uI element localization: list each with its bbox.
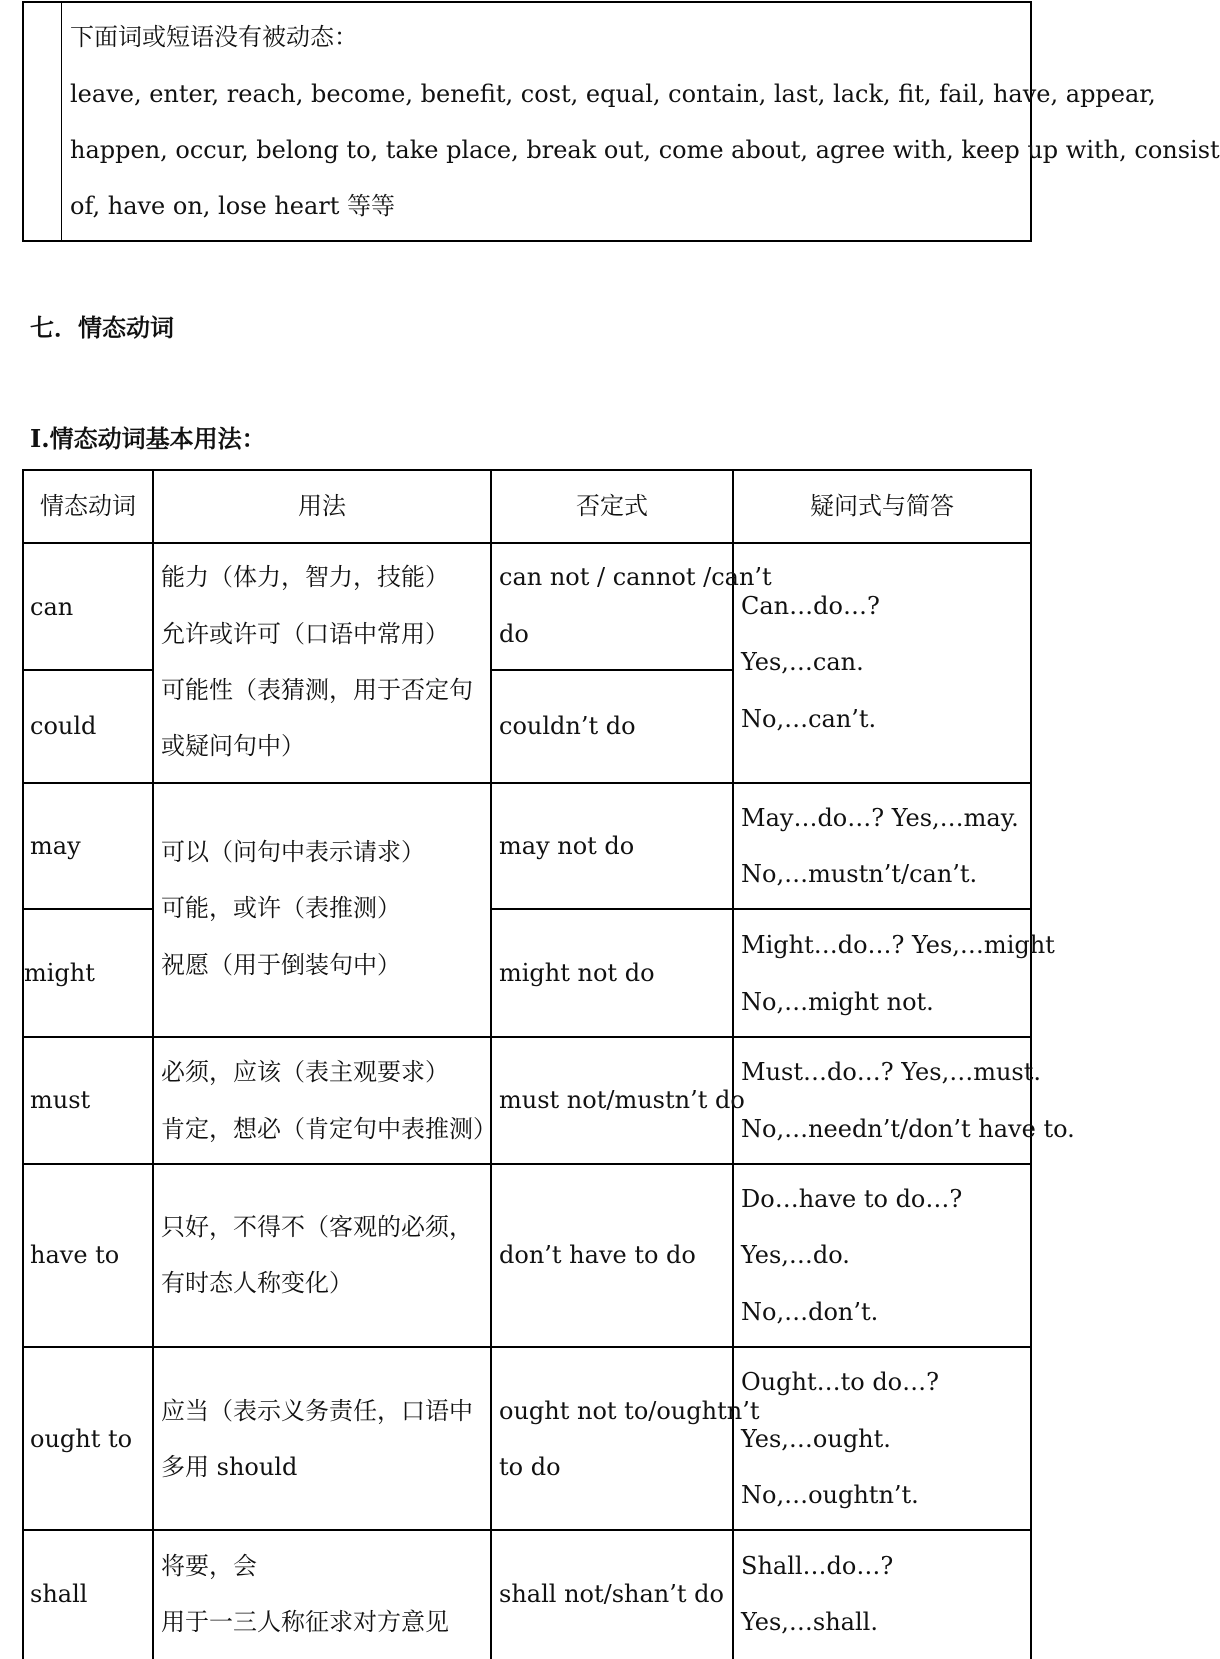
must-question-1: Must…do…? Yes,…must. (741, 1058, 1042, 1086)
shall-usage-1: 将要，会 (161, 1552, 257, 1580)
ought-to-question-3: No,…oughtn’t. (741, 1481, 919, 1509)
may-might-usage-3: 祝愿（用于倒装句中） (161, 951, 401, 979)
can-could-question-2: Yes,…can. (741, 648, 864, 676)
might-negative: might not do (499, 959, 655, 987)
can-could-question-3: No,…can’t. (741, 705, 877, 733)
may-might-usage-1: 可以（问句中表示请求） (161, 838, 425, 866)
verb-have-to: have to (30, 1241, 120, 1269)
ought-to-negative-2: to do (499, 1453, 561, 1481)
can-negative-1: can not / cannot /can’t (499, 563, 772, 591)
may-might-usage-2: 可能，或许（表推测） (161, 894, 401, 922)
may-question-1: May…do…? Yes,…may. (741, 804, 1019, 832)
shall-negative: shall not/shan’t do (499, 1580, 724, 1608)
have-to-usage-1: 只好，不得不（客观的必须， (161, 1213, 473, 1241)
have-to-question-1: Do…have to do…? (741, 1185, 963, 1213)
top-box-line-2: happen, occur, belong to, take place, break out, come about, agree with, keep up with, consist (70, 136, 1220, 164)
have-to-question-3: No,…don’t. (741, 1298, 879, 1326)
ought-to-question-1: Ought…to do…? (741, 1368, 939, 1396)
verb-may: may (30, 832, 81, 860)
section-title: 七．情态动词 (30, 313, 174, 342)
can-could-usage-4: 或疑问句中） (161, 732, 305, 760)
header-usage: 用法 (298, 492, 346, 520)
top-box-heading: 下面词或短语没有被动态： (70, 23, 358, 51)
ought-to-usage-2: 多用 should (161, 1453, 298, 1481)
header-modal-verb: 情态动词 (40, 492, 136, 520)
may-question-2: No,…mustn’t/can’t. (741, 860, 978, 888)
have-to-question-2: Yes,…do. (741, 1241, 850, 1269)
can-could-usage-2: 允许或许可（口语中常用） (161, 620, 449, 648)
shall-question-2: Yes,…shall. (741, 1608, 878, 1636)
ought-to-usage-1: 应当（表示义务责任，口语中 (161, 1397, 473, 1425)
verb-can: can (30, 593, 74, 621)
can-negative-2: do (499, 620, 529, 648)
verb-might: might (24, 959, 95, 987)
might-question-2: No,…might not. (741, 988, 934, 1016)
verb-must: must (30, 1086, 91, 1114)
ought-to-negative-1: ought not to/oughtn’t (499, 1397, 760, 1425)
may-negative: may not do (499, 832, 635, 860)
have-to-usage-2: 有时态人称变化） (161, 1269, 353, 1297)
must-negative: must not/mustn’t do (499, 1086, 745, 1114)
top-box-line-3: of, have on, lose heart 等等 (70, 192, 396, 220)
header-negative: 否定式 (576, 492, 648, 520)
top-box-line-1: leave, enter, reach, become, benefit, cost, equal, contain, last, lack, fit, fail, have, appear, (70, 80, 1156, 108)
verb-shall: shall (30, 1580, 88, 1608)
can-could-usage-3: 可能性（表猜测，用于否定句 (161, 676, 473, 704)
can-could-question-1: Can…do…? (741, 592, 880, 620)
subsection-title: I.情态动词基本用法： (30, 424, 266, 453)
shall-usage-2: 用于一三人称征求对方意见 (161, 1608, 449, 1636)
verb-ought-to: ought to (30, 1425, 133, 1453)
header-question: 疑问式与简答 (810, 492, 954, 520)
could-negative: couldn’t do (499, 712, 636, 740)
must-usage-2: 肯定，想必（肯定句中表推测） (161, 1115, 497, 1143)
must-question-2: No,…needn’t/don’t have to. (741, 1115, 1075, 1143)
must-usage-1: 必须，应该（表主观要求） (161, 1058, 449, 1086)
shall-question-1: Shall…do…? (741, 1552, 894, 1580)
ought-to-question-2: Yes,…ought. (741, 1425, 891, 1453)
verb-could: could (30, 712, 97, 740)
have-to-negative: don’t have to do (499, 1241, 696, 1269)
might-question-1: Might…do…? Yes,…might (741, 931, 1055, 959)
can-could-usage-1: 能力（体力，智力，技能） (161, 563, 449, 591)
